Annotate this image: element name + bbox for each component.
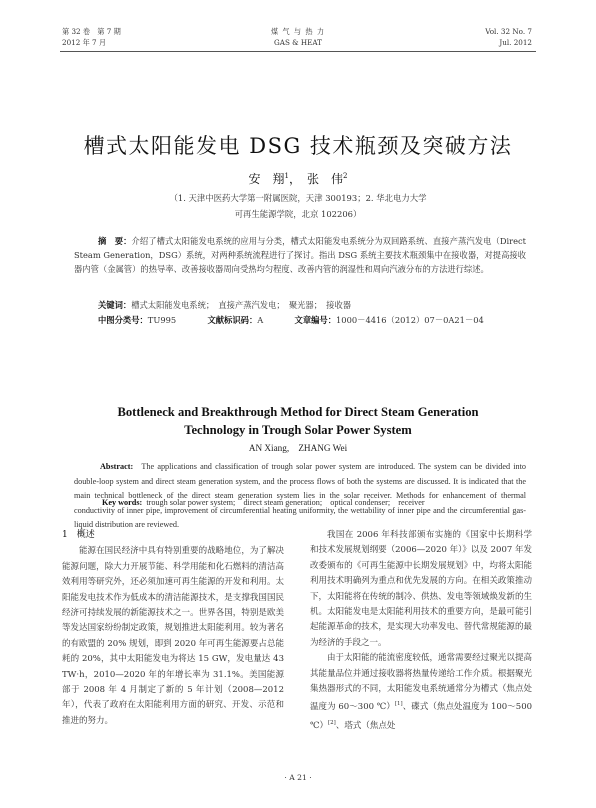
intro-paragraph-3	[310, 651, 532, 734]
authors-cn	[0, 170, 596, 187]
keywords-cn-label: 关键词：	[98, 300, 132, 310]
body-left-column	[62, 528, 284, 729]
journal-name-en: GAS & HEAT	[274, 38, 322, 47]
authors-en: AN Xiang, ZHANG Wei	[248, 443, 348, 453]
clc-label: 中图分类号：	[98, 315, 148, 325]
author-1: 安 翔	[248, 172, 285, 186]
volume-issue-en: Vol. 32 No. 7	[485, 27, 532, 36]
abstract-en: Abstract: The applications and classification of trough solar power system are introduced. The system can be divided into double-loop system and direct steam generation system, and the process flows of both the systems are discussed. It is indicated that the main technical bottleneck of the direct steam generation system lies in the solar receiver. Methods for enhancement of thermal conductivity of inner pipe, improvement of circumferential heating uniformity, the wettability of inner pipe and the circumferential gas-liquid distribution are reviewed.	[74, 462, 526, 530]
keywords-cn-text: 槽式太阳能发电系统； 直接产蒸汽发电； 聚光器； 接收器	[131, 300, 352, 310]
body-right-column	[310, 528, 532, 734]
abstract-cn-label: 摘 要：	[98, 236, 132, 246]
author-separator: ，	[288, 172, 307, 186]
journal-name-cn: 煤 气 与 热 力	[270, 27, 326, 36]
abstract-en-text: The applications and classification of trough solar power system are introduced. The system can be divided into double-loop system and direct steam generation system, and the process flows of both the systems are discussed. It is indicated that the main technical bottleneck of the direct steam generation system lies in the solar receiver. Methods for enhancement of thermal conductivity of inner pipe, improvement of circumferential heating uniformity, the wettability of inner pipe and the circumferential gas-liquid distribution are reviewed.	[74, 462, 526, 530]
affiliation-line-2: 可再生能源学院，北京 102206）	[234, 209, 362, 219]
intro-paragraph-1: 能源在国民经济中具有特别重要的战略地位，为了解决能源问题，除大力开展节能、科学用能和化石燃料的清洁高效利用等研究外，还必须加速可再生能源的开发和利用。太阳能发电技术作为低成本的清洁能源技术，是支撑我国国民经济可持续发展的新能源技术之一。世界各国，特别是欧美等发达国家纷纷制定政策，规划推进太阳能利用。较为著名的有欧盟的 20% 规划，即到 2020 年可再生能源要占总能耗的 20%，其中太阳能发电为将达 15 GW，发电量达 43 TW·h，2010—2020 年的年增长率为 31.1%。美国能源部于 2008 年 4 月制定了新的 5 年计划（2008—2012 年），代表了政府在太阳能利用方面的研究、开发、示范和推进的努力。	[62, 546, 284, 726]
para3-text-a: 由于太阳能的能流密度较低，通常需要经过聚光以提高其能量品位并通过接收器将热量传递给工作介质。根据聚光集热器形式的不同，太阳能发电系统通常分为槽式（焦点处温度为 60～300 ℃）	[310, 653, 532, 713]
doc-code-value: A	[257, 315, 264, 325]
article-number-value: 1000－4416（2012）07－0A21－04	[336, 315, 484, 325]
title-en-line-1: Bottleneck and Breakthrough Method for Direct Steam Generation	[117, 405, 479, 419]
author-1-affil: 1	[284, 172, 289, 180]
header-rule	[60, 51, 536, 52]
article-number-label: 文章编号：	[294, 315, 337, 325]
volume-issue-text: 第 32 卷 第 7 期	[62, 27, 121, 36]
citation-1: [1]	[394, 701, 403, 708]
abstract-cn-text: 介绍了槽式太阳能发电系统的应用与分类，槽式太阳能发电系统分为双回路系统、直接产蒸汽发电（Direct Steam Generation，DSG）系统，对两种系统流程进行了探讨。指出 DSG 系统主要技术瓶颈集中在接收器，对提高接收器内管（金属管）的热导率、改善接收器周向受热均匀程度、改善内管的润湿性和周向汽液分布的方法进行综述。	[74, 236, 526, 275]
page-number: · A 21 ·	[284, 773, 312, 782]
abstract-en-label: Abstract	[100, 462, 131, 471]
keywords-en-text: trough solar power system; direct steam generation; optical condenser; receiver	[146, 498, 425, 507]
keywords-cn	[98, 298, 528, 312]
section-1-heading: 1 概述	[62, 530, 95, 540]
para3-text-b: 、碟式（焦点处温度为 100～500 ℃）	[310, 702, 533, 731]
paper-title-cn: 槽式太阳能发电 DSG 技术瓶颈及突破方法	[83, 134, 513, 158]
publication-date-cn: 2012 年 7 月	[62, 38, 107, 47]
author-2: 张 伟	[307, 172, 344, 186]
citation-2: [2]	[328, 719, 336, 726]
keywords-en: Key words: trough solar power system; direct steam generation; optical condenser; receiver	[102, 498, 425, 507]
para3-text-c: 、塔式（焦点处	[335, 720, 396, 731]
classification-row	[98, 313, 528, 327]
title-en-line-2: Technology in Trough Solar Power System	[184, 422, 412, 437]
keywords-en-label: Key words	[102, 498, 140, 507]
journal-volume-en	[485, 26, 532, 48]
author-2-affil: 2	[343, 172, 348, 180]
doc-code-label: 文献标识码：	[207, 315, 258, 325]
intro-paragraph-2: 我国在 2006 年科技部颁布实施的《国家中长期科学和技术发展规划纲要（2006—2020 年）》以及 2007 年发改委颁布的《可再生能源中长期发展规划》中，均将太阳能利用技术明确列为重点和优先发展的方向。在相关政策推动下，太阳能将在传统的制冷、供热、发电等领域焕发新的生机。太阳能发电是太阳能利用技术的重要方向，是最可能引起能源革命的技术，是实现大功率发电、替代常规能源的最为经济的手段之一。	[310, 530, 532, 648]
clc-value: TU995	[147, 315, 177, 325]
publication-date-en: Jul. 2012	[499, 38, 532, 47]
abstract-cn	[74, 234, 526, 277]
paper-title-en	[0, 404, 596, 439]
affiliation-line-1: （1. 天津中医药大学第一附属医院，天津 300193；2. 华北电力大学	[169, 193, 427, 203]
